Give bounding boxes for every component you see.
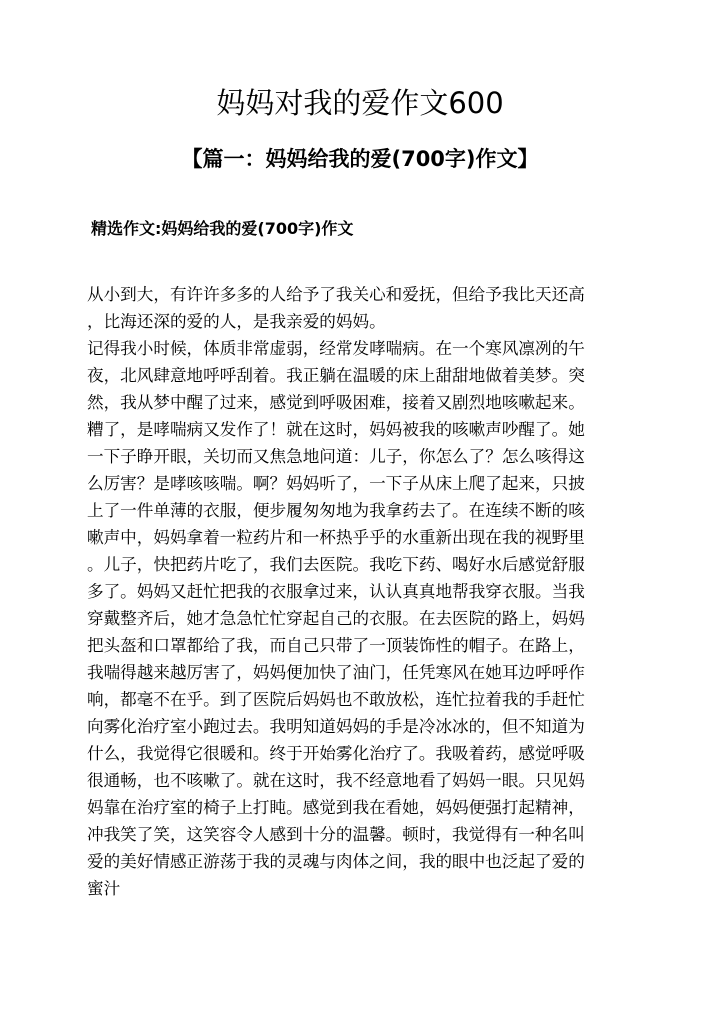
- body-line: 什么，我觉得它很暖和。终于开始雾化治疗了。我吸着药，感觉呼吸: [87, 744, 585, 763]
- body-line: 穿戴整齐后，她才急急忙忙穿起自己的衣服。在去医院的路上，妈妈: [87, 609, 585, 628]
- body-line: 夜，北风肆意地呼呼刮着。我正躺在温暖的床上甜甜地做着美梦。突: [87, 366, 585, 385]
- section-heading: 精选作文:妈妈给我的爱(700字)作文: [91, 219, 354, 238]
- body-line: 冲我笑了笑，这笑容令人感到十分的温馨。顿时，我觉得有一种名叫: [87, 825, 585, 844]
- body-line: 把头盔和口罩都给了我，而自己只带了一顶装饰性的帽子。在路上，: [87, 636, 585, 655]
- body-line: 响，都毫不在乎。到了医院后妈妈也不敢放松，连忙拉着我的手赶忙: [87, 690, 585, 709]
- document-subtitle: 【篇一：妈妈给我的爱(700字)作文】: [181, 147, 539, 171]
- body-line: 向雾化治疗室小跑过去。我明知道妈妈的手是冷冰冰的，但不知道为: [87, 717, 585, 736]
- body-line: 记得我小时候，体质非常虚弱，经常发哮喘病。在一个寒风凛冽的午: [87, 339, 585, 358]
- body-line: 上了一件单薄的衣服，便步履匆匆地为我拿药去了。在连续不断的咳: [87, 501, 585, 520]
- body-line: ，比海还深的爱的人，是我亲爱的妈妈。: [87, 312, 386, 331]
- body-line: 爱的美好情感正游荡于我的灵魂与肉体之间，我的眼中也泛起了爱的: [87, 852, 585, 871]
- body-line: 妈靠在治疗室的椅子上打盹。感觉到我在看她，妈妈便强打起精神，: [87, 798, 585, 817]
- body-line: 我喘得越来越厉害了，妈妈便加快了油门，任凭寒风在她耳边呼呼作: [87, 663, 585, 682]
- body-line: 么厉害？是哮咳咳喘。啊？妈妈听了，一下子从床上爬了起来，只披: [87, 474, 585, 493]
- body-line: 嗽声中，妈妈拿着一粒药片和一杯热乎乎的水重新出现在我的视野里: [87, 528, 585, 547]
- body-paragraph: [87, 281, 635, 902]
- body-line: 糟了，是哮喘病又发作了！就在这时，妈妈被我的咳嗽声吵醒了。她: [87, 420, 585, 439]
- body-line: 蜜汁: [87, 879, 121, 898]
- body-line: 从小到大，有许许多多的人给予了我关心和爱抚，但给予我比天还高: [87, 285, 585, 304]
- body-line: 一下子睁开眼，关切而又焦急地问道：儿子，你怎么了？怎么咳得这: [87, 447, 585, 466]
- document-title: 妈妈对我的爱作文600: [216, 86, 504, 120]
- body-line: 然，我从梦中醒了过来，感觉到呼吸困难，接着又剧烈地咳嗽起来。: [87, 393, 585, 412]
- body-line: 很通畅，也不咳嗽了。就在这时，我不经意地看了妈妈一眼。只见妈: [87, 771, 585, 790]
- body-line: 多了。妈妈又赶忙把我的衣服拿过来，认认真真地帮我穿衣服。当我: [87, 582, 585, 601]
- body-line: 。儿子，快把药片吃了，我们去医院。我吃下药、喝好水后感觉舒服: [87, 555, 585, 574]
